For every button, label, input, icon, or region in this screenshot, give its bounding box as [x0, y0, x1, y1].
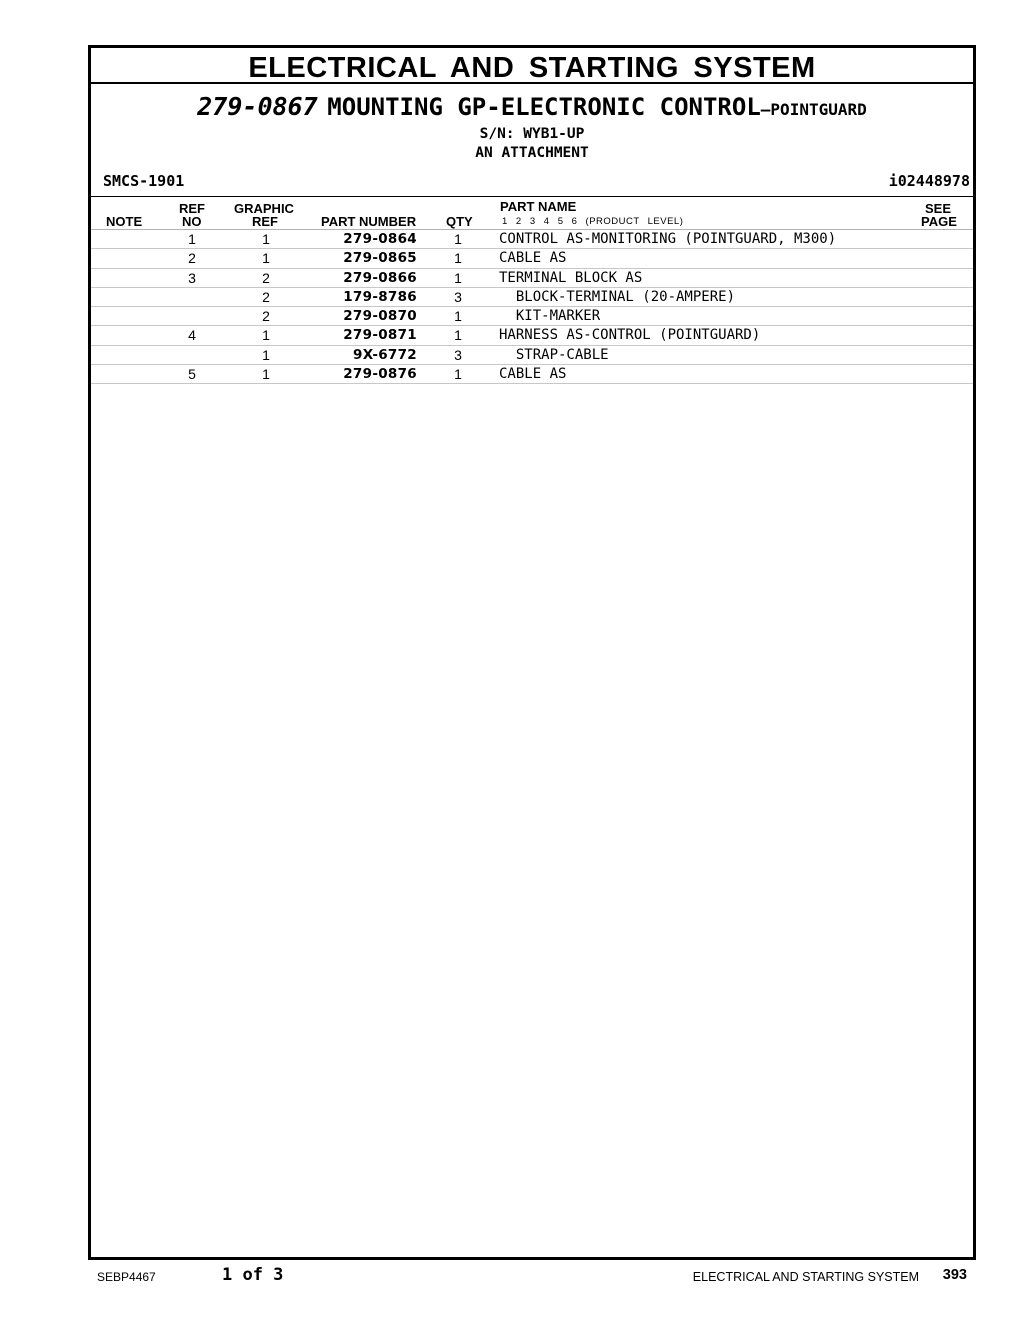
group-heading: [91, 92, 973, 125]
smcs-row: [91, 170, 973, 197]
quantity: 1: [454, 231, 462, 247]
quantity: 3: [454, 288, 462, 305]
graphic-ref: 2: [262, 269, 270, 286]
graphic-ref: 1: [262, 346, 270, 363]
part-name: CONTROL AS-MONITORING (POINTGUARD, M300): [499, 231, 837, 247]
header-note: NOTE: [106, 214, 143, 229]
illustration-id: i02448978: [888, 172, 970, 190]
table-row: [91, 326, 973, 345]
part-number: 9X-6772: [353, 346, 417, 363]
part-name: CABLE AS: [499, 366, 567, 383]
header-ref-top: REF: [179, 201, 205, 216]
part-name: CABLE AS: [499, 250, 567, 267]
footer-doc-id: SEBP4467: [97, 1270, 156, 1284]
group-subtitle: POINTGUARD: [770, 100, 867, 119]
footer-page-of: 1 of 3: [222, 1265, 284, 1285]
parts-page-frame: [88, 45, 976, 1260]
ref-no: 4: [188, 327, 196, 344]
table-row: [91, 269, 973, 288]
header-ref-bottom: NO: [182, 214, 202, 229]
part-name: TERMINAL BLOCK AS: [499, 269, 643, 286]
attachment-note: AN ATTACHMENT: [475, 145, 589, 161]
part-number: 279-0870: [343, 308, 417, 325]
part-name: BLOCK-TERMINAL (20-AMPERE): [499, 288, 736, 305]
ref-no: 5: [188, 366, 196, 383]
smcs-code: SMCS-1901: [103, 172, 185, 190]
part-name: HARNESS AS-CONTROL (POINTGUARD): [499, 327, 761, 344]
header-see-bottom: PAGE: [921, 214, 957, 229]
part-number: 179-8786: [343, 288, 417, 305]
table-row: [91, 249, 973, 268]
table-row: [91, 307, 973, 326]
ref-no: 1: [188, 231, 196, 247]
part-number: 279-0865: [343, 250, 417, 267]
graphic-ref: 1: [262, 250, 270, 267]
part-name: KIT-MARKER: [499, 308, 601, 325]
part-number: 279-0864: [343, 231, 417, 247]
footer-page-number: 393: [942, 1267, 967, 1283]
part-name: STRAP-CABLE: [499, 346, 609, 363]
graphic-ref: 2: [262, 288, 270, 305]
header-graphic-bottom: REF: [252, 214, 278, 229]
header-part-name: PART NAME: [500, 199, 577, 214]
table-row: [91, 288, 973, 307]
quantity: 1: [454, 250, 462, 267]
table-row: [91, 365, 973, 384]
graphic-ref: 2: [262, 308, 270, 325]
table-header: [91, 197, 973, 230]
header-graphic-top: GRAPHIC: [234, 201, 294, 216]
quantity: 1: [454, 269, 462, 286]
ref-no: 3: [188, 269, 196, 286]
footer-section: ELECTRICAL AND STARTING SYSTEM: [692, 1270, 919, 1284]
quantity: 1: [454, 308, 462, 325]
graphic-ref: 1: [262, 327, 270, 344]
header-product-level: 1 2 3 4 5 6 (PRODUCT LEVEL): [502, 216, 684, 227]
group-dash: —: [760, 100, 771, 119]
quantity: 1: [454, 366, 462, 383]
group-name: MOUNTING GP-ELECTRONIC CONTROL: [327, 93, 761, 121]
quantity: 3: [454, 346, 462, 363]
table-row: [91, 346, 973, 365]
header-see-top: SEE: [925, 201, 952, 216]
header-qty: QTY: [446, 214, 473, 229]
page-footer: [0, 1265, 1020, 1289]
part-number: 279-0866: [343, 269, 417, 286]
graphic-ref: 1: [262, 231, 270, 247]
part-number: 279-0876: [343, 366, 417, 383]
parts-list: [91, 230, 973, 384]
ref-no: 2: [188, 250, 196, 267]
section-title: ELECTRICAL AND STARTING SYSTEM: [91, 48, 973, 84]
header-part-number: PART NUMBER: [321, 214, 417, 229]
part-number: 279-0871: [343, 327, 417, 344]
serial-range: S/N: WYB1-UP: [479, 126, 585, 142]
quantity: 1: [454, 327, 462, 344]
group-number: 279-0867: [197, 92, 318, 121]
graphic-ref: 1: [262, 366, 270, 383]
table-row: [91, 230, 973, 249]
